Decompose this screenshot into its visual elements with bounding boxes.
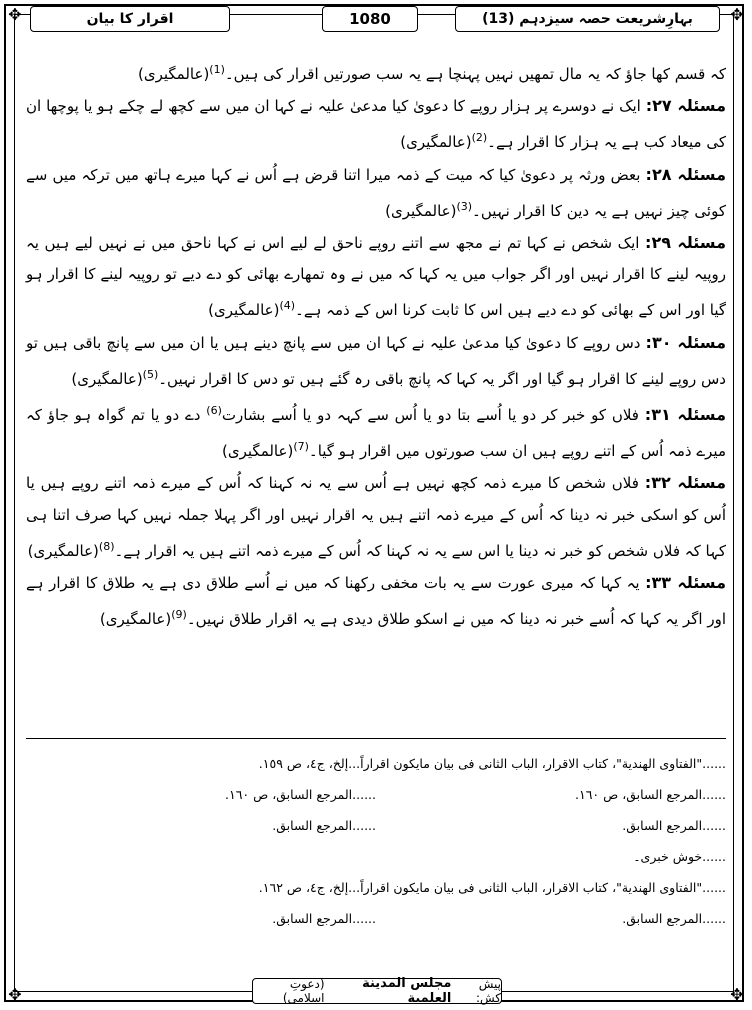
corner-ornament-icon: ✥ bbox=[730, 5, 744, 24]
footnote-divider bbox=[26, 738, 726, 739]
publisher-footer: پیش کش: مجلس المدینة العلمیة (دعوتِ اسلامی) bbox=[252, 978, 502, 1004]
footnote: ......"الفتاوی الهندية"، كتاب الاقرار، الباب الثانی فی بیان مایكون اقراراً...إلخ، ج٤، ص ١٥٩. bbox=[258, 756, 726, 771]
book-title: بہارِشریعت حصہ سیزدہم (13) bbox=[455, 6, 720, 32]
paragraph: کہ قسم کھا جاؤ کہ یہ مال تمھیں نہیں پہنچا ہے یہ سب صورتیں اقرار کی ہیں۔$^{(1)}$(عالمگیری) bbox=[138, 63, 726, 83]
footnote: ......"الفتاوی الهندية"، كتاب الاقرار، الباب الثانی فی بیان مایكون اقراراً...إلخ، ج٤، ص ١٦٢. bbox=[258, 880, 726, 895]
paragraph: مسئلہ ۳۲: فلاں شخص کا میرے ذمہ کچھ نہیں ہے اُس سے یہ نہ کہنا کہ اُس کے میرے ذمہ اتنے روپے ہیں یا اُس کو اسکی خبر نہ دینا کہ اُس کے میرے ذمہ اتنے ہیں یہ اقرار نہیں اور اگر پہلا جملہ نہیں کہا صرف اتنا ہی کہا کہ فلاں شخص کو خبر نہ دینا یا اس سے یہ نہ کہنا کہ اُس کے میرے ذمہ اتنے ہیں یہ اقرار ہے۔$^{(8)}$(عالمگیری) bbox=[26, 473, 726, 560]
chapter-title: اقرار کا بیان bbox=[30, 6, 230, 32]
corner-ornament-icon: ✥ bbox=[730, 985, 744, 1004]
footnote: ......المرجع السابق. ......المرجع السابق. bbox=[272, 911, 726, 926]
paragraph: مسئلہ ۲۸: بعض ورثہ پر دعویٰ کیا کہ میت کے ذمہ میرا اتنا قرض ہے اُس نے کہا میرے ہاتھ میں ترکہ میں سے کوئی چیز نہیں ہے یہ دین کا اقرار نہیں۔$^{(3)}$(عالمگیری) bbox=[26, 164, 726, 220]
page-number: 1080 bbox=[322, 6, 418, 32]
footnote: ......خوش خبری۔ bbox=[633, 849, 726, 864]
main-text bbox=[26, 54, 726, 635]
corner-ornament-icon: ✥ bbox=[8, 985, 22, 1004]
footnote: ......المرجع السابق، ص ١٦٠. ......المرجع السابق، ص ١٦٠. bbox=[225, 787, 726, 802]
paragraph: مسئلہ ۳۳: یہ کہا کہ میری عورت سے یہ بات مخفی رکھنا کہ میں نے اُسے طلاق دی ہے یہ طلاق کا اقرار ہے اور اگر یہ کہا کہ اُسے خبر نہ دینا کہ میں نے اسکو طلاق دیدی ہے یہ اقرار طلاق نہیں۔$^{(9)}$(عالمگیری) bbox=[26, 573, 726, 629]
paragraph: مسئلہ ۲۷: ایک نے دوسرے پر ہزار روپے کا دعویٰ کیا مدعیٰ علیہ نے کہا ان میں سے کچھ لے چکے ہو یا پوچھا ان کی میعاد کب ہے یہ ہزار کا اقرار ہے۔$^{(2)}$(عالمگیری) bbox=[26, 96, 726, 152]
paragraph: مسئلہ ۲۹: ایک شخص نے کہا تم نے مجھ سے اتنے روپے ناحق لے لیے اس نے کہا ناحق میں نے نہیں لیے ہیں یہ روپیہ لینے کا اقرار نہیں اور اگر جواب میں یہ کہا کہ میں نے وہ تمھارے بھائی کو دے دیے تو روپیہ لینے کا اقرار ہو گیا اور اس کے بھائی کو دے دیے ہیں اس کا ثابت کرنا اس کے ذمہ ہے۔$^{(4)}$(عالمگیری) bbox=[26, 233, 726, 320]
corner-ornament-icon: ✥ bbox=[8, 5, 22, 24]
paragraph: مسئلہ ۳۰: دس روپے کا دعویٰ کیا مدعیٰ علیہ نے کہا ان میں سے پانچ دینے ہیں یا ان میں سے پانچ باقی ہیں تو دس روپے لینے کا اقرار ہو گیا اور اگر یہ کہا کہ پانچ باقی رہ گئے ہیں تو دس کا اقرار نہیں۔$^{(5)}$(عالمگیری) bbox=[26, 332, 726, 388]
footnotes bbox=[26, 748, 726, 934]
paragraph: مسئلہ ۳۱: فلاں کو خبر کر دو یا اُسے بتا دو یا اُس سے کہہ دو یا اُسے بشارت$^{(6)}$ دے دو یا تم گواہ ہو جاؤ کہ میرے ذمہ اُس کے اتنے روپے ہیں ان سب صورتوں میں اقرار ہو گیا۔$^{(7)}$(عالمگیری) bbox=[26, 404, 726, 461]
footnote: ......المرجع السابق. ......المرجع السابق. bbox=[272, 818, 726, 833]
